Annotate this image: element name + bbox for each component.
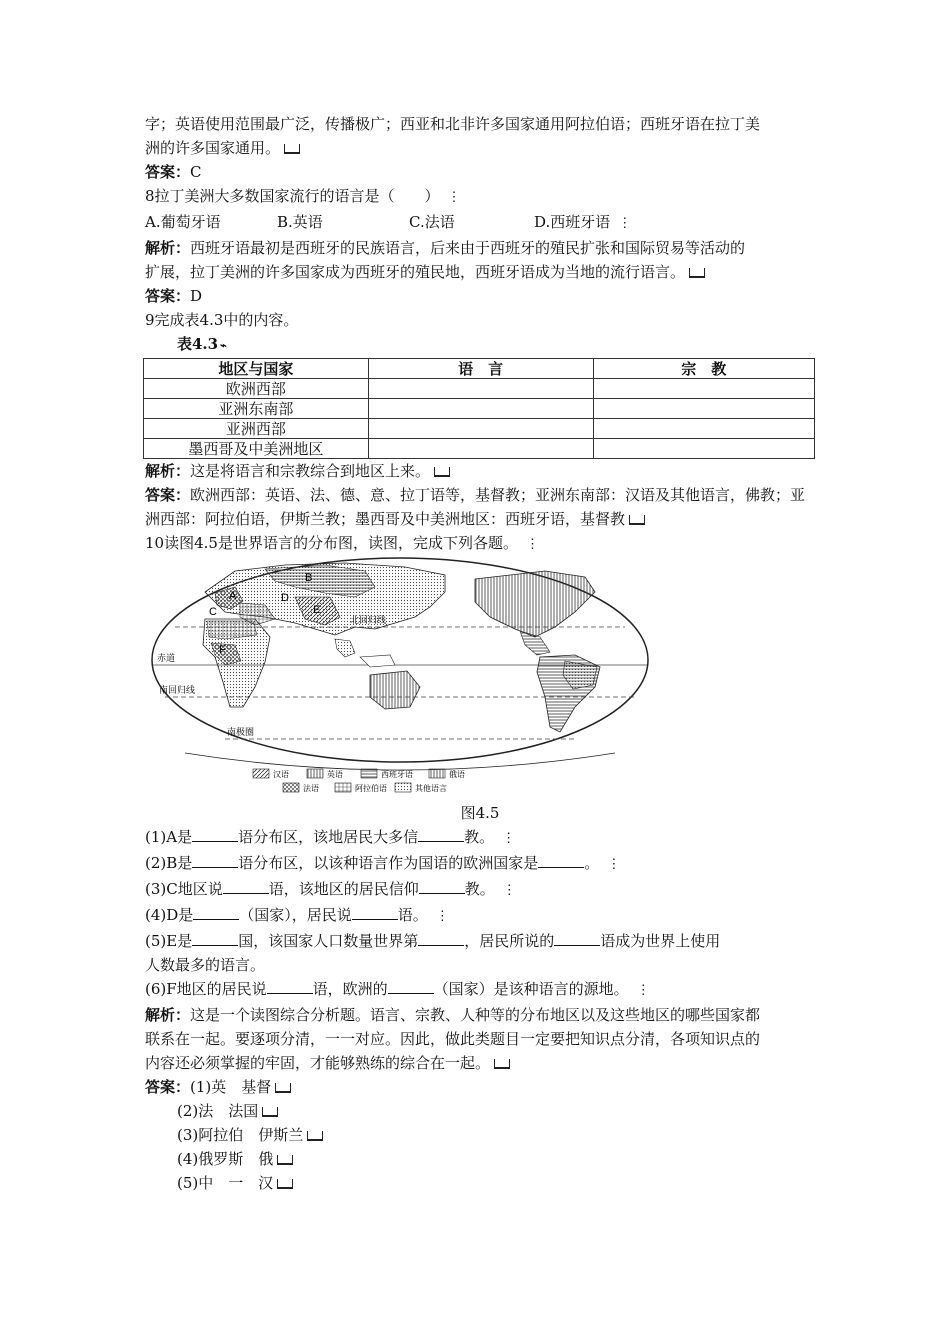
legend-swatch-chinese [253, 769, 269, 778]
q8-answer: 答案：D [145, 287, 203, 305]
option-d: D.西班牙语 [534, 213, 611, 231]
ellipsis-mark-icon: ⋮ [502, 883, 516, 898]
q10-sub-1: (1)A是 语分布区，该地居民大多信 教。 ⋮ [145, 825, 815, 851]
q10-analysis-2: 联系在一起。要逐项分清，一一对应。因此，做此类题目一定要把知识点分清，各项知识点的 [145, 1030, 761, 1048]
q9-question: 9完成表4.3中的内容。 [145, 311, 299, 329]
paragraph-mark-icon [262, 1107, 278, 1117]
legend-arabic: 阿拉伯语 [355, 784, 387, 793]
table-row: 欧洲西部 [144, 379, 815, 399]
label-region-c: C [209, 606, 217, 618]
q10-answer-2: (2)法 法国 [145, 1099, 815, 1123]
q9-answer-2: 洲西部：阿拉伯语，伊斯兰教；墨西哥及中美洲地区：西班牙语，基督教 [145, 507, 815, 531]
table-row: 墨西哥及中美洲地区 [144, 439, 815, 459]
q8-analysis-1: 解析：西班牙语最初是西班牙的民族语言，后来由于西班牙的殖民扩张和国际贸易等活动的 [145, 239, 746, 257]
label-region-b: B [305, 572, 313, 584]
ellipsis-mark-icon: ⋮ [607, 857, 621, 872]
option-c: C.法语 [409, 213, 455, 231]
anchor-icon: ⌁ [220, 339, 227, 352]
q10-sub-4: (4)D是 （国家），居民说 语。 ⋮ [145, 903, 815, 929]
header-region: 地区与国家 [144, 359, 369, 379]
legend-swatch-other [395, 783, 411, 792]
q10-sub-5: (5)E是 国，该国家人口数量世界第 ，居民所说的 语成为世界上使用 [145, 929, 815, 953]
world-map-svg [145, 557, 815, 797]
ellipsis-mark-icon: ⋮ [447, 190, 461, 205]
q10-analysis-3: 内容还必须掌握的牢固，才能够熟练的综合在一起。 [145, 1051, 815, 1075]
paragraph-mark-icon [434, 467, 450, 477]
legend-french: 法语 [303, 784, 319, 793]
q8-options [145, 210, 815, 236]
legend-swatch-spanish [361, 769, 377, 778]
paragraph-mark-icon [284, 144, 300, 154]
q10-answer-4: (4)俄罗斯 俄 [145, 1147, 815, 1171]
legend-swatch-russian [429, 769, 445, 778]
label-region-d: D [281, 592, 289, 604]
paragraph-mark-icon [307, 1131, 323, 1141]
intro-line-1: 字；英语使用范围最广泛，传播极广；西亚和北非许多国家通用阿拉伯语；西班牙语在拉丁美 [145, 115, 761, 133]
paragraph-mark-icon [689, 268, 705, 278]
document-page [145, 112, 815, 1195]
legend-chinese: 汉语 [273, 770, 289, 779]
label-tropic-capricorn: 南回归线 [159, 686, 196, 696]
q10-sub-3: (3)C地区说 语，该地区的居民信仰 教。 ⋮ [145, 877, 815, 903]
legend-english: 英语 [327, 770, 343, 779]
label-antarctic-circle: 南极圈 [227, 728, 255, 738]
option-a: A.葡萄牙语 [145, 213, 221, 231]
q7-answer: 答案：C [145, 163, 202, 181]
legend-other: 其他语言 [415, 784, 447, 793]
q9-analysis: 解析：这是将语言和宗教综合到地区上来。 [145, 459, 815, 483]
table-header-row [144, 359, 815, 379]
q8-question: 8拉丁美洲大多数国家流行的语言是（ ） ⋮ [145, 184, 815, 210]
paragraph-mark-icon [277, 1179, 293, 1189]
ellipsis-mark-icon: ⋮ [435, 909, 449, 924]
ellipsis-mark-icon: ⋮ [618, 216, 632, 231]
table-row: 亚洲西部 [144, 419, 815, 439]
q8-analysis-2: 扩展，拉丁美洲的许多国家成为西班牙的殖民地，西班牙语成为当地的流行语言。 [145, 260, 815, 284]
option-b: B.英语 [277, 213, 323, 231]
legend-swatch-english [307, 769, 323, 778]
paragraph-mark-icon [275, 1083, 291, 1093]
q10-sub-6: (6)F地区的居民说 语，欧洲的 （国家）是该种语言的源地。 ⋮ [145, 977, 815, 1003]
paragraph-mark-icon [629, 515, 645, 525]
ellipsis-mark-icon: ⋮ [636, 983, 650, 998]
table-row: 亚洲东南部 [144, 399, 815, 419]
figure-caption: 图4.5 [460, 804, 500, 822]
legend-swatch-arabic [335, 783, 351, 792]
label-equator: 赤道 [157, 654, 176, 664]
label-region-a: A [229, 590, 237, 602]
q10-answer-1: 答案：(1)英 基督 [145, 1075, 815, 1099]
paragraph-mark-icon [494, 1059, 510, 1069]
table-caption: 表4.3 ⌁ [177, 335, 227, 353]
legend-spanish: 西班牙语 [381, 770, 413, 779]
legend-russian: 俄语 [449, 770, 465, 779]
world-language-map [145, 557, 815, 797]
map-legend [253, 769, 465, 793]
label-region-e: E [313, 604, 321, 616]
paragraph-mark-icon [277, 1155, 293, 1165]
language-religion-table [143, 358, 815, 459]
header-language: 语 言 [368, 359, 593, 379]
q10-sub-2: (2)B是 语分布区，以该种语言作为国语的欧洲国家是 。 ⋮ [145, 851, 815, 877]
ellipsis-mark-icon: ⋮ [525, 537, 539, 552]
legend-swatch-french [283, 783, 299, 792]
q9-answer-1: 答案：欧洲西部：英语、法、德、意、拉丁语等，基督教；亚洲东南部：汉语及其他语言，佛教；亚 [145, 486, 806, 504]
q10-question: 10读图4.5是世界语言的分布图，读图，完成下列各题。 ⋮ [145, 531, 815, 557]
q10-sub-5-cont: 人数最多的语言。 [145, 956, 266, 974]
ellipsis-mark-icon: ⋮ [502, 831, 516, 846]
q10-analysis-1: 解析：这是一个读图综合分析题。语言、宗教、人种等的分布地区以及这些地区的哪些国家都 [145, 1006, 761, 1024]
label-tropic-cancer: 北回归线 [350, 616, 387, 626]
intro-line-2: 洲的许多国家通用。 [145, 136, 815, 160]
q10-answer-5: (5)中 一 汉 [145, 1171, 815, 1195]
q10-answer-3: (3)阿拉伯 伊斯兰 [145, 1123, 815, 1147]
label-region-f: F [219, 644, 226, 656]
header-religion: 宗 教 [593, 359, 814, 379]
